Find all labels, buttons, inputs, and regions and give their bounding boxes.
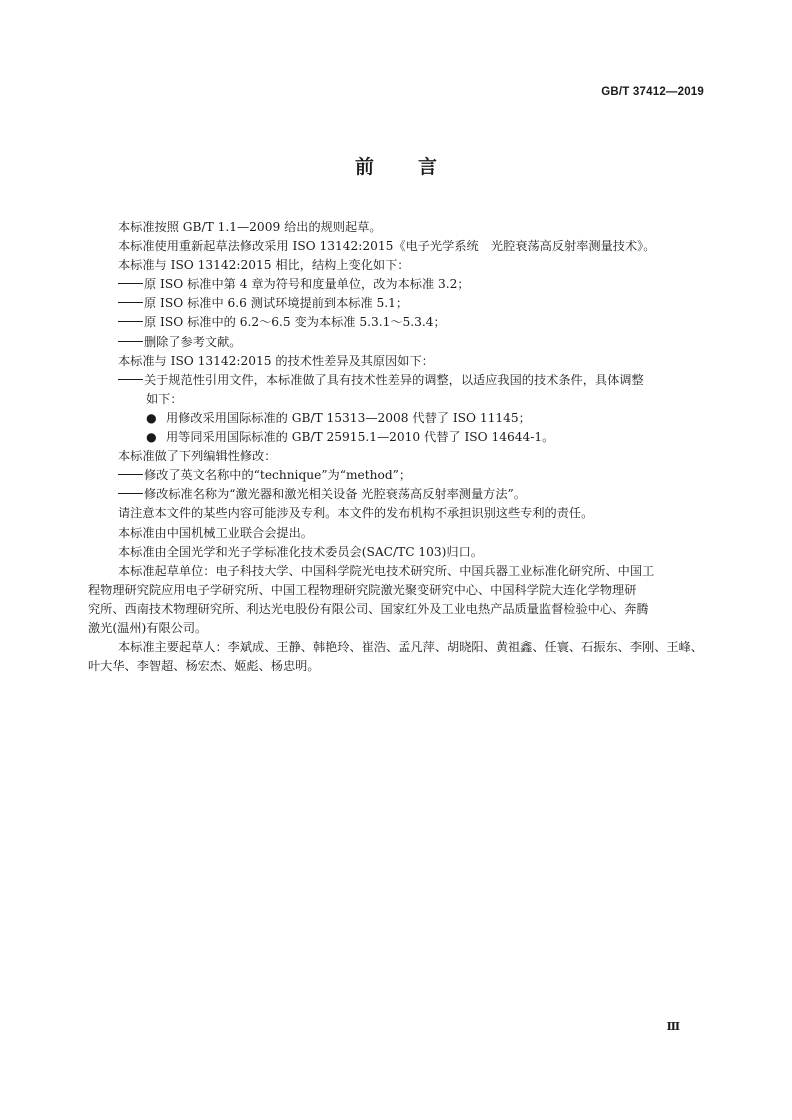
text-line: 本标准使用重新起草法修改采用 ISO 13142:2015《电子光学系统 光腔衰荡高反射率测量技术》。 <box>118 239 656 254</box>
dash-item <box>118 485 702 504</box>
standard-code: GB/T 37412—2019 <box>601 86 704 98</box>
para-line: 程物理研究院应用电子学研究所、中国工程物理研究院激光聚变研究中心、中国科学院大连化学物理研 <box>88 582 637 597</box>
dash-item-continuation: 如下： <box>146 391 183 406</box>
dash-item <box>118 294 702 313</box>
para-line: 激光(温州)有限公司。 <box>88 620 208 635</box>
dash-item <box>118 466 702 485</box>
dash-item-text: 修改了英文名称中的“technique”为“method”； <box>144 468 412 483</box>
dash-item <box>118 371 702 390</box>
page-title <box>0 152 792 179</box>
bullet-text: 用等同采用国际标准的 GB/T 25915.1—2010 代替了 ISO 14644-1。 <box>166 430 555 445</box>
dash-item <box>118 275 702 294</box>
drafters-paragraph <box>88 638 702 676</box>
text-line: 本标准由全国光学和光子学标准化技术委员会(SAC/TC 103)归口。 <box>118 544 483 559</box>
text-line: 本标准由中国机械工业联合会提出。 <box>118 525 313 540</box>
dash-item-text: 原 ISO 标准中 6.6 测试环境提前到本标准 5.1； <box>144 296 409 311</box>
para-line: 究所、西南技术物理研究所、利达光电股份有限公司、国家红外及工业电热产品质量监督检验中心、奔腾 <box>88 601 649 616</box>
bullet-icon: ● <box>146 430 157 445</box>
text-line: 本标准与 ISO 13142:2015 的技术性差异及其原因如下： <box>118 353 434 368</box>
drafting-units-paragraph <box>88 562 702 638</box>
text-line: 本标准做了下列编辑性修改： <box>118 449 277 464</box>
text-line: 本标准与 ISO 13142:2015 相比，结构上变化如下： <box>118 258 410 273</box>
title-char-2: 言 <box>418 156 438 178</box>
para-line: 叶大华、李智超、杨宏杰、姬彪、杨忠明。 <box>88 659 320 674</box>
bullet-text: 用修改采用国际标准的 GB/T 15313—2008 代替了 ISO 11145； <box>166 410 531 425</box>
text-line: 请注意本文件的某些内容可能涉及专利。本文件的发布机构不承担识别这些专利的责任。 <box>118 506 594 521</box>
bullet-item <box>118 409 702 428</box>
dash-item-text: 关于规范性引用文件，本标准做了具有技术性差异的调整，以适应我国的技术条件，具体调整 <box>144 372 644 387</box>
page-number: Ⅲ <box>666 1020 680 1033</box>
dash-item <box>118 313 702 332</box>
foreword-body <box>88 218 703 676</box>
dash-item <box>118 333 702 352</box>
para-line: 本标准起草单位：电子科技大学、中国科学院光电技术研究所、中国兵器工业标准化研究所、中国工 <box>118 563 655 578</box>
bullet-icon: ● <box>146 410 157 425</box>
dash-item-text: 原 ISO 标准中第 4 章为符号和度量单位，改为本标准 3.2； <box>144 277 470 292</box>
title-char-1: 前 <box>354 156 374 178</box>
text-line: 本标准按照 GB/T 1.1—2009 给出的规则起草。 <box>118 220 382 234</box>
para-line: 本标准主要起草人：李斌成、王静、韩艳玲、崔浩、孟凡萍、胡晓阳、黄祖鑫、任寰、石振东、李刚、王峰、 <box>118 640 703 655</box>
dash-item-text: 修改标准名称为“激光器和激光相关设备 光腔衰荡高反射率测量方法”。 <box>144 487 526 502</box>
dash-item-text: 删除了参考文献。 <box>144 334 242 349</box>
bullet-item <box>118 428 702 447</box>
dash-item-text: 原 ISO 标准中的 6.2～6.5 变为本标准 5.3.1～5.3.4； <box>144 315 446 330</box>
